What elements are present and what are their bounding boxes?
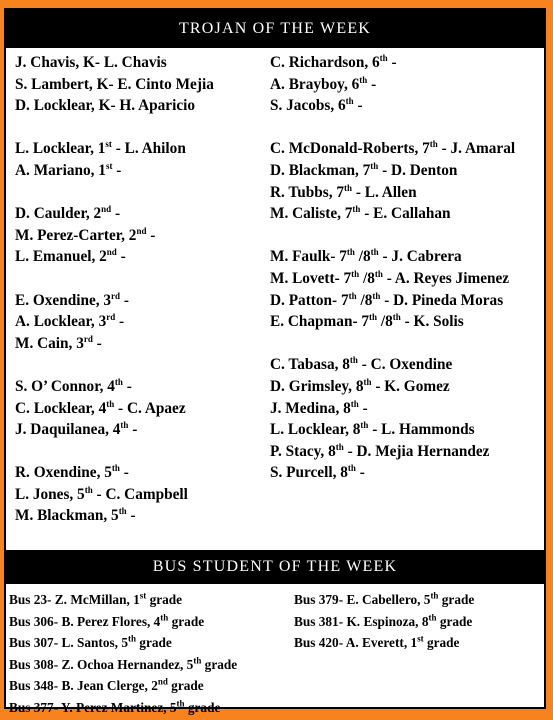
entry-text: /8 bbox=[359, 269, 375, 287]
entry-text: grade bbox=[438, 592, 475, 607]
bus-entry bbox=[294, 633, 474, 655]
entry-text: D. Patton- 7 bbox=[270, 291, 349, 309]
entry-text: grade bbox=[167, 678, 204, 694]
group-spacer bbox=[270, 117, 515, 139]
ordinal-suffix: th bbox=[370, 160, 379, 171]
entry-text: /8 bbox=[356, 291, 373, 309]
entry-text: - bbox=[111, 205, 121, 223]
ordinal-suffix: rd bbox=[111, 290, 121, 301]
entry-text: M. Cain, 3 bbox=[15, 334, 84, 352]
entry-text: L. Jones, 5 bbox=[15, 485, 85, 503]
student-entry bbox=[270, 246, 515, 268]
ordinal-suffix: th bbox=[350, 398, 359, 409]
student-entry bbox=[15, 333, 214, 355]
entry-text: - A. Reyes Jimenez bbox=[382, 269, 510, 287]
ordinal-suffix: nd bbox=[157, 676, 168, 687]
entry-text: - bbox=[355, 464, 365, 482]
entry-text: - L. Allen bbox=[352, 183, 417, 201]
ordinal-suffix: th bbox=[379, 52, 388, 63]
entry-text: P. Stacy, 8 bbox=[270, 442, 336, 460]
ordinal-suffix: th bbox=[118, 506, 127, 517]
group-spacer bbox=[15, 182, 214, 204]
entry-text: /8 bbox=[354, 248, 371, 266]
entry-text: M. Faulk- 7 bbox=[270, 248, 347, 266]
entry-text: D. Caulder, 2 bbox=[15, 205, 102, 223]
entry-text: M. Caliste, 7 bbox=[270, 205, 353, 223]
entry-text: - C. Apaez bbox=[114, 399, 186, 417]
entry-text: Bus 23- Z. McMillan, 1 bbox=[9, 592, 140, 607]
entry-text: - E. Callahan bbox=[360, 205, 451, 223]
bus-left-column bbox=[9, 590, 237, 720]
ordinal-suffix: nd bbox=[106, 247, 117, 258]
student-entry bbox=[15, 505, 214, 527]
entry-text: D. Blackman, 7 bbox=[270, 161, 371, 179]
student-entry bbox=[270, 441, 515, 463]
group-spacer bbox=[270, 333, 515, 355]
entry-text: - bbox=[115, 313, 125, 331]
entry-text: - K. Gomez bbox=[371, 377, 450, 395]
bus-entry bbox=[9, 655, 237, 677]
entry-text: L. Emanuel, 2 bbox=[15, 248, 107, 266]
entry-text: S. O’ Connor, 4 bbox=[15, 377, 115, 395]
entry-text: - L. Ahilon bbox=[111, 140, 186, 158]
entry-text: - bbox=[387, 54, 397, 71]
ordinal-suffix: st bbox=[105, 139, 112, 150]
ordinal-suffix: th bbox=[369, 312, 378, 323]
ordinal-suffix: th bbox=[344, 182, 353, 193]
ordinal-suffix: th bbox=[374, 268, 383, 279]
ordinal-suffix: th bbox=[392, 312, 401, 323]
entry-text: C. McDonald-Roberts, 7 bbox=[270, 140, 430, 158]
student-entry bbox=[270, 354, 515, 376]
ordinal-suffix: st bbox=[417, 633, 424, 644]
entry-text: - D. Pineda Moras bbox=[380, 291, 504, 309]
ordinal-suffix: th bbox=[351, 268, 360, 279]
ordinal-suffix: th bbox=[114, 376, 123, 387]
ordinal-suffix: th bbox=[111, 463, 120, 474]
entry-text: Bus 420- A. Everett, 1 bbox=[294, 635, 418, 651]
ordinal-suffix: th bbox=[352, 204, 361, 215]
student-entry bbox=[270, 182, 515, 204]
entry-text: D. Grimsley, 8 bbox=[270, 377, 364, 395]
trojan-left-column bbox=[15, 52, 214, 527]
entry-text: C. Richardson, 6 bbox=[270, 54, 380, 71]
student-entry bbox=[15, 290, 214, 312]
ordinal-suffix: th bbox=[176, 698, 185, 709]
student-entry bbox=[270, 462, 515, 484]
bus-entry bbox=[294, 590, 474, 612]
student-entry bbox=[15, 246, 214, 268]
student-entry bbox=[15, 203, 214, 225]
entry-text: grade bbox=[168, 613, 205, 629]
entry-text: Bus 307- L. Santos, 5 bbox=[9, 635, 128, 651]
entry-text: - L. Hammonds bbox=[368, 421, 475, 439]
entry-text: - bbox=[128, 421, 138, 439]
student-entry bbox=[15, 138, 214, 160]
entry-text: R. Oxendine, 5 bbox=[15, 464, 112, 482]
entry-text: S. Jacobs, 6 bbox=[270, 97, 346, 115]
entry-text: - D. Mejia Hernandez bbox=[343, 442, 490, 460]
entry-text: L. Locklear, 1 bbox=[15, 140, 106, 158]
student-entry bbox=[270, 74, 515, 96]
entry-text: grade bbox=[184, 699, 221, 715]
ordinal-suffix: th bbox=[335, 441, 344, 452]
ordinal-suffix: th bbox=[106, 398, 115, 409]
ordinal-suffix: nd bbox=[136, 225, 147, 236]
trojan-banner bbox=[6, 10, 544, 48]
student-entry bbox=[270, 52, 515, 74]
ordinal-suffix: st bbox=[105, 160, 113, 171]
ordinal-suffix: th bbox=[372, 290, 381, 301]
entry-text: Bus 308- Z. Ochoa Hernandez, 5 bbox=[9, 656, 194, 672]
ordinal-suffix: th bbox=[360, 420, 369, 430]
student-entry bbox=[15, 376, 214, 398]
student-entry bbox=[270, 138, 515, 160]
group-spacer bbox=[15, 117, 214, 139]
entry-text: - C. Campbell bbox=[92, 485, 188, 503]
entry-text: E. Oxendine, 3 bbox=[15, 291, 112, 309]
ordinal-suffix: th bbox=[429, 139, 438, 150]
entry-text: - bbox=[126, 507, 136, 525]
entry-text: Bus 348- B. Jean Clerge, 2 bbox=[9, 678, 158, 694]
entry-text: - bbox=[112, 161, 122, 179]
student-entry bbox=[270, 203, 515, 225]
student-entry bbox=[270, 376, 515, 398]
entry-text: S. Purcell, 8 bbox=[270, 464, 348, 482]
student-entry bbox=[15, 225, 214, 247]
student-entry bbox=[15, 419, 214, 441]
entry-text: grade bbox=[146, 592, 183, 607]
trojan-title: TROJAN OF THE WEEK bbox=[178, 20, 372, 37]
bus-banner bbox=[6, 550, 544, 584]
bus-entry bbox=[9, 612, 237, 634]
bus-entry bbox=[9, 676, 237, 698]
entry-text: - bbox=[92, 334, 102, 352]
bus-entry bbox=[9, 633, 237, 655]
entry-text: - J. Amaral bbox=[437, 140, 516, 158]
student-entry bbox=[15, 160, 214, 182]
entry-text: C. Tabasa, 8 bbox=[270, 356, 350, 374]
ordinal-suffix: rd bbox=[83, 333, 93, 344]
ordinal-suffix: th bbox=[346, 247, 355, 258]
ordinal-suffix: th bbox=[430, 590, 439, 601]
entry-text: grade bbox=[135, 635, 172, 651]
group-spacer bbox=[15, 441, 214, 463]
entry-text: Bus 379- E. Cabellero, 5 bbox=[294, 592, 431, 607]
student-entry bbox=[270, 160, 515, 182]
entry-text: A. Locklear, 3 bbox=[15, 313, 107, 331]
entry-text: grade bbox=[436, 613, 473, 629]
entry-text: C. Locklear, 4 bbox=[15, 399, 107, 417]
entry-text: - bbox=[116, 248, 126, 266]
entry-text: - bbox=[119, 464, 129, 482]
ordinal-suffix: th bbox=[84, 484, 93, 495]
student-entry bbox=[15, 484, 214, 506]
ordinal-suffix: th bbox=[428, 612, 437, 623]
entry-text: J. Daquilanea, 4 bbox=[15, 421, 121, 439]
ordinal-suffix: th bbox=[370, 247, 379, 258]
entry-text: - bbox=[353, 97, 363, 115]
bus-title: BUS STUDENT OF THE WEEK bbox=[152, 558, 398, 575]
student-entry bbox=[270, 95, 515, 117]
entry-text: A. Brayboy, 6 bbox=[270, 75, 360, 93]
entry-text: M. Lovett- 7 bbox=[270, 269, 352, 287]
entry-text: /8 bbox=[377, 313, 393, 331]
bus-entry bbox=[294, 612, 474, 634]
ordinal-suffix: th bbox=[349, 355, 358, 366]
ordinal-suffix: th bbox=[363, 376, 372, 387]
entry-text: Bus 306- B. Perez Flores, 4 bbox=[9, 613, 161, 629]
ordinal-suffix: nd bbox=[101, 204, 112, 215]
entry-text: - bbox=[367, 75, 377, 93]
entry-text: - bbox=[358, 399, 368, 417]
student-entry bbox=[270, 419, 515, 441]
entry-text: A. Mariano, 1 bbox=[15, 161, 106, 179]
student-entry: S. Lambert, K- E. Cinto Mejia bbox=[15, 75, 214, 93]
ordinal-suffix: th bbox=[347, 463, 356, 474]
trojan-right-column bbox=[270, 52, 515, 484]
entry-text: - J. Cabrera bbox=[378, 248, 462, 266]
group-spacer bbox=[15, 268, 214, 290]
ordinal-suffix: st bbox=[139, 590, 147, 601]
entry-text: M. Perez-Carter, 2 bbox=[15, 226, 137, 244]
entry-text: - D. Denton bbox=[378, 161, 458, 179]
student-entry bbox=[270, 268, 515, 290]
entry-text: E. Chapman- 7 bbox=[270, 313, 370, 331]
student-entry bbox=[270, 311, 515, 333]
ordinal-suffix: th bbox=[120, 420, 129, 430]
entry-text: Bus 381- K. Espinoza, 8 bbox=[294, 613, 429, 629]
group-spacer bbox=[270, 225, 515, 247]
entry-text: R. Tubbs, 7 bbox=[270, 183, 344, 201]
student-entry: D. Locklear, K- H. Aparicio bbox=[15, 97, 196, 115]
ordinal-suffix: rd bbox=[106, 312, 116, 323]
entry-text: - bbox=[120, 291, 129, 309]
group-spacer bbox=[15, 354, 214, 376]
bus-entry bbox=[9, 698, 237, 720]
student-entry bbox=[15, 311, 214, 333]
ordinal-suffix: th bbox=[127, 633, 136, 644]
student-entry bbox=[15, 398, 214, 420]
bus-entry bbox=[9, 590, 237, 612]
student-entry bbox=[270, 290, 515, 312]
ordinal-suffix: th bbox=[193, 655, 202, 666]
bus-right-column bbox=[294, 590, 474, 655]
student-entry bbox=[15, 462, 214, 484]
student-entry: J. Chavis, K- L. Chavis bbox=[15, 54, 167, 71]
entry-text: L. Locklear, 8 bbox=[270, 421, 361, 439]
entry-text: - C. Oxendine bbox=[357, 356, 453, 374]
student-entry bbox=[270, 398, 515, 420]
entry-text: J. Medina, 8 bbox=[270, 399, 351, 417]
entry-text: - bbox=[146, 226, 156, 244]
entry-text: grade bbox=[423, 635, 460, 651]
ordinal-suffix: th bbox=[345, 96, 354, 107]
ordinal-suffix: th bbox=[160, 612, 169, 623]
newsletter-frame bbox=[4, 8, 546, 715]
ordinal-suffix: th bbox=[359, 74, 368, 85]
entry-text: M. Blackman, 5 bbox=[15, 507, 119, 525]
entry-text: Bus 377- Y. Perez Martinez, 5 bbox=[9, 699, 177, 715]
entry-text: grade bbox=[201, 656, 238, 672]
entry-text: - K. Solis bbox=[400, 313, 464, 331]
ordinal-suffix: th bbox=[348, 290, 357, 301]
entry-text: - bbox=[122, 377, 132, 395]
